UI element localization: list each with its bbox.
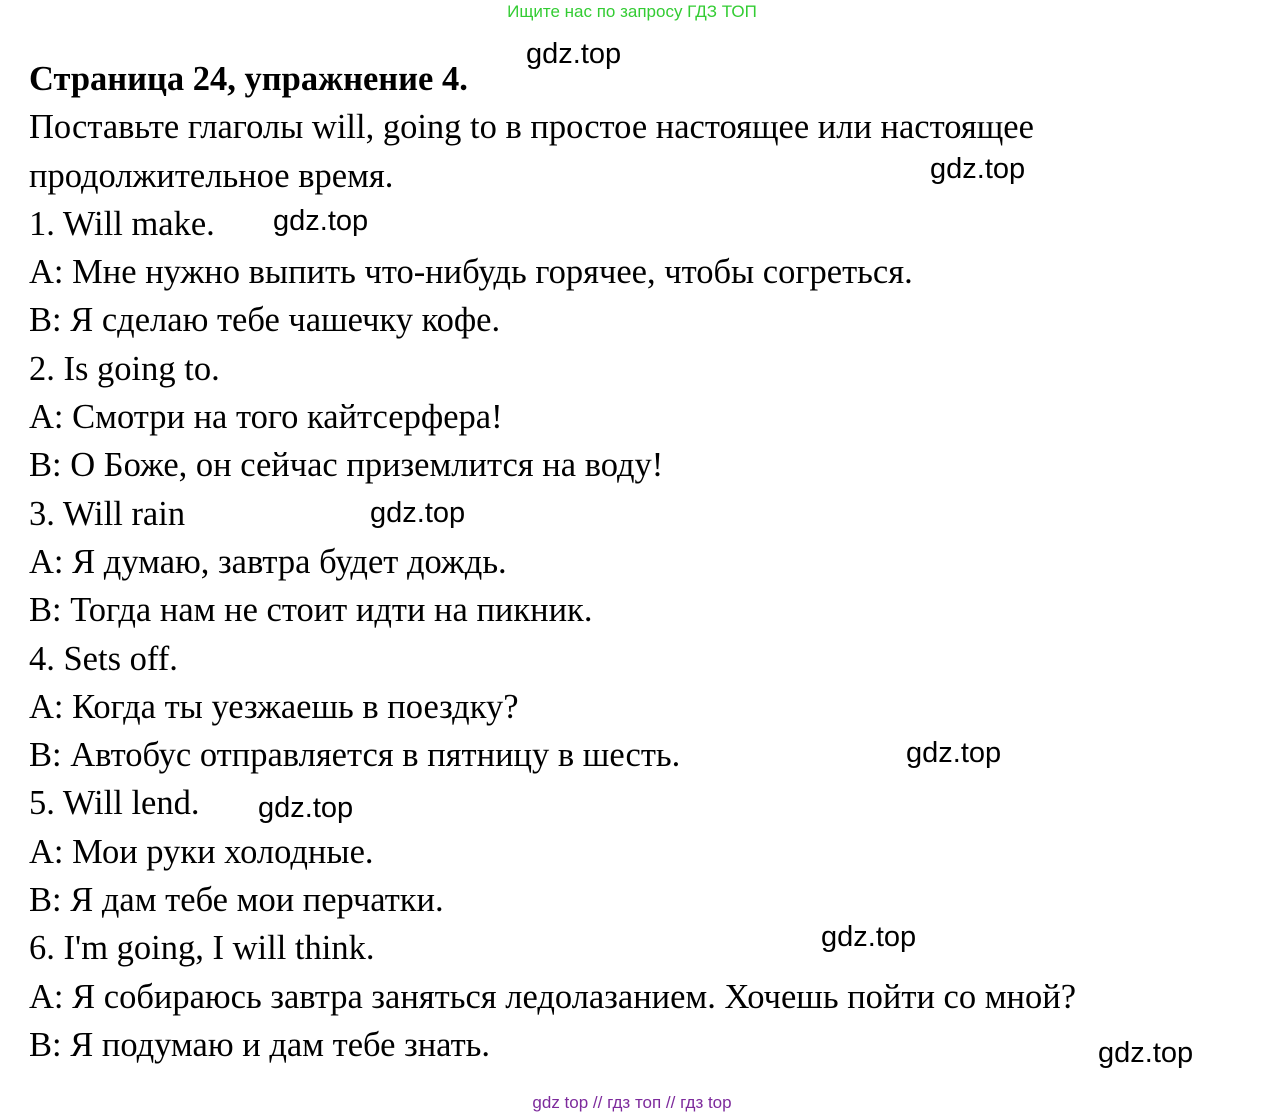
watermark: gdz.top <box>258 792 354 824</box>
dialogue-5-b: B: Я дам тебе мои перчатки. <box>29 881 444 920</box>
dialogue-5-a: A: Мои руки холодные. <box>29 832 374 871</box>
watermark: gdz.top <box>1098 1037 1194 1069</box>
dialogue-2-b: B: О Боже, он сейчас приземлится на воду! <box>29 446 664 485</box>
dialogue-1-b: B: Я сделаю тебе чашечку кофе. <box>29 301 501 340</box>
watermark: gdz.top <box>273 205 369 237</box>
page-title: Страница 24, упражнение 4. <box>29 60 468 98</box>
dialogue-2-a: A: Смотри на того кайтсерфера! <box>29 398 503 437</box>
dialogue-4-b: B: Автобус отправляется в пятницу в шесть. <box>29 736 681 775</box>
watermark: gdz.top <box>906 737 1002 769</box>
watermark: gdz.top <box>370 497 466 529</box>
answer-6: 6. I'm going, I will think. <box>29 929 375 968</box>
instruction-line-1: Поставьте глаголы will, going to в простое настоящее или настоящее <box>29 108 1034 147</box>
watermark: gdz.top <box>930 153 1026 185</box>
exercise-content <box>29 55 1249 1069</box>
top-banner: Ищите нас по запросу ГДЗ ТОП <box>507 2 757 21</box>
dialogue-6-b: B: Я подумаю и дам тебе знать. <box>29 1025 491 1064</box>
answer-3: 3. Will rain <box>29 494 186 533</box>
instruction-line-2: продолжительное время. <box>29 156 394 195</box>
answer-4: 4. Sets off. <box>29 639 178 678</box>
answer-5: 5. Will lend. <box>29 784 200 823</box>
watermark: gdz.top <box>821 921 917 953</box>
answer-2: 2. Is going to. <box>29 349 220 388</box>
dialogue-3-b: B: Тогда нам не стоит идти на пикник. <box>29 591 593 630</box>
answer-1: 1. Will make. <box>29 204 215 243</box>
dialogue-4-a: A: Когда ты уезжаешь в поездку? <box>29 687 519 726</box>
dialogue-6-a: A: Я собираюсь завтра заняться ледолазанием. Хочешь пойти со мной? <box>29 977 1077 1016</box>
footer-links: gdz top // гдз топ // гдз top <box>532 1093 732 1112</box>
dialogue-3-a: A: Я думаю, завтра будет дождь. <box>29 542 507 581</box>
watermark: gdz.top <box>526 38 622 70</box>
dialogue-1-a: A: Мне нужно выпить что-нибудь горячее, чтобы согреться. <box>29 253 913 292</box>
